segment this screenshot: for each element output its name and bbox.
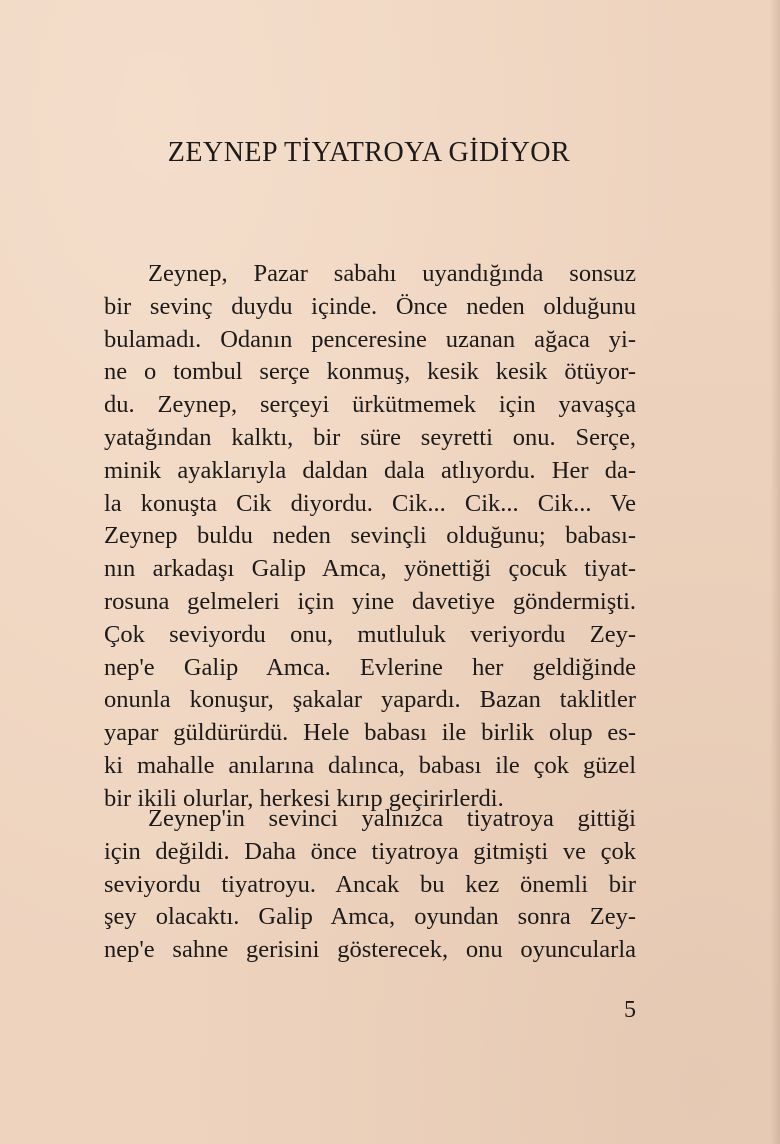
- text-line: Çok seviyordu onu, mutluluk veriyordu Zey-: [104, 620, 636, 648]
- text-line: minik ayaklarıyla daldan dala atlıyordu. Her da-: [104, 456, 636, 484]
- text-line: onunla konuşur, şakalar yapardı. Bazan taklitler: [104, 686, 636, 714]
- text-line: nın arkadaşı Galip Amca, yönettiği çocuk tiyat-: [104, 555, 636, 583]
- text-line: du. Zeynep, serçeyi ürkütmemek için yavaşça: [104, 391, 636, 419]
- text-line: nep'e Galip Amca. Evlerine her geldiğinde: [104, 653, 636, 681]
- text-line: Zeynep'in sevinci yalnızca tiyatroya gittiği: [148, 805, 636, 832]
- text-line: bulamadı. Odanın penceresine uzanan ağaca yi-: [104, 325, 636, 353]
- text-line: bir sevinç duydu içinde. Önce neden olduğunu: [104, 292, 636, 320]
- text-line: bir ikili olurlar, herkesi kırıp geçirirlerdi.: [104, 784, 504, 812]
- text-line: seviyordu tiyatroyu. Ancak bu kez önemli bir: [104, 870, 636, 898]
- text-line: ki mahalle anılarına dalınca, babası ile çok güzel: [104, 751, 636, 779]
- page-number: 5: [624, 997, 636, 1023]
- text-line: Zeynep buldu neden sevinçli olduğunu; babası-: [104, 522, 636, 550]
- text-line: yatağından kalktı, bir süre seyretti onu. Serçe,: [104, 423, 636, 451]
- paragraph-1: [104, 258, 636, 816]
- text-line: şey olacaktı. Galip Amca, oyundan sonra Zey-: [104, 903, 636, 931]
- text-line: rosuna gelmeleri için yine davetiye göndermişti.: [104, 587, 636, 615]
- text-line: için değildi. Daha önce tiyatroya gitmişti ve çok: [104, 837, 636, 865]
- text-line: Zeynep, Pazar sabahı uyandığında sonsuz: [148, 260, 636, 287]
- chapter-title: ZEYNEP TİYATROYA GİDİYOR: [167, 137, 571, 168]
- text-line: la konuşta Cik diyordu. Cik... Cik... Cik... Ve: [104, 489, 636, 517]
- paragraph-2: [104, 803, 636, 967]
- text-line: yapar güldürürdü. Hele babası ile birlik olup es-: [104, 719, 636, 747]
- text-line: nep'e sahne gerisini gösterecek, onu oyuncularla: [104, 936, 636, 964]
- page-edge-shadow: [770, 0, 780, 1144]
- text-line: ne o tombul serçe konmuş, kesik kesik ötüyor-: [104, 358, 636, 386]
